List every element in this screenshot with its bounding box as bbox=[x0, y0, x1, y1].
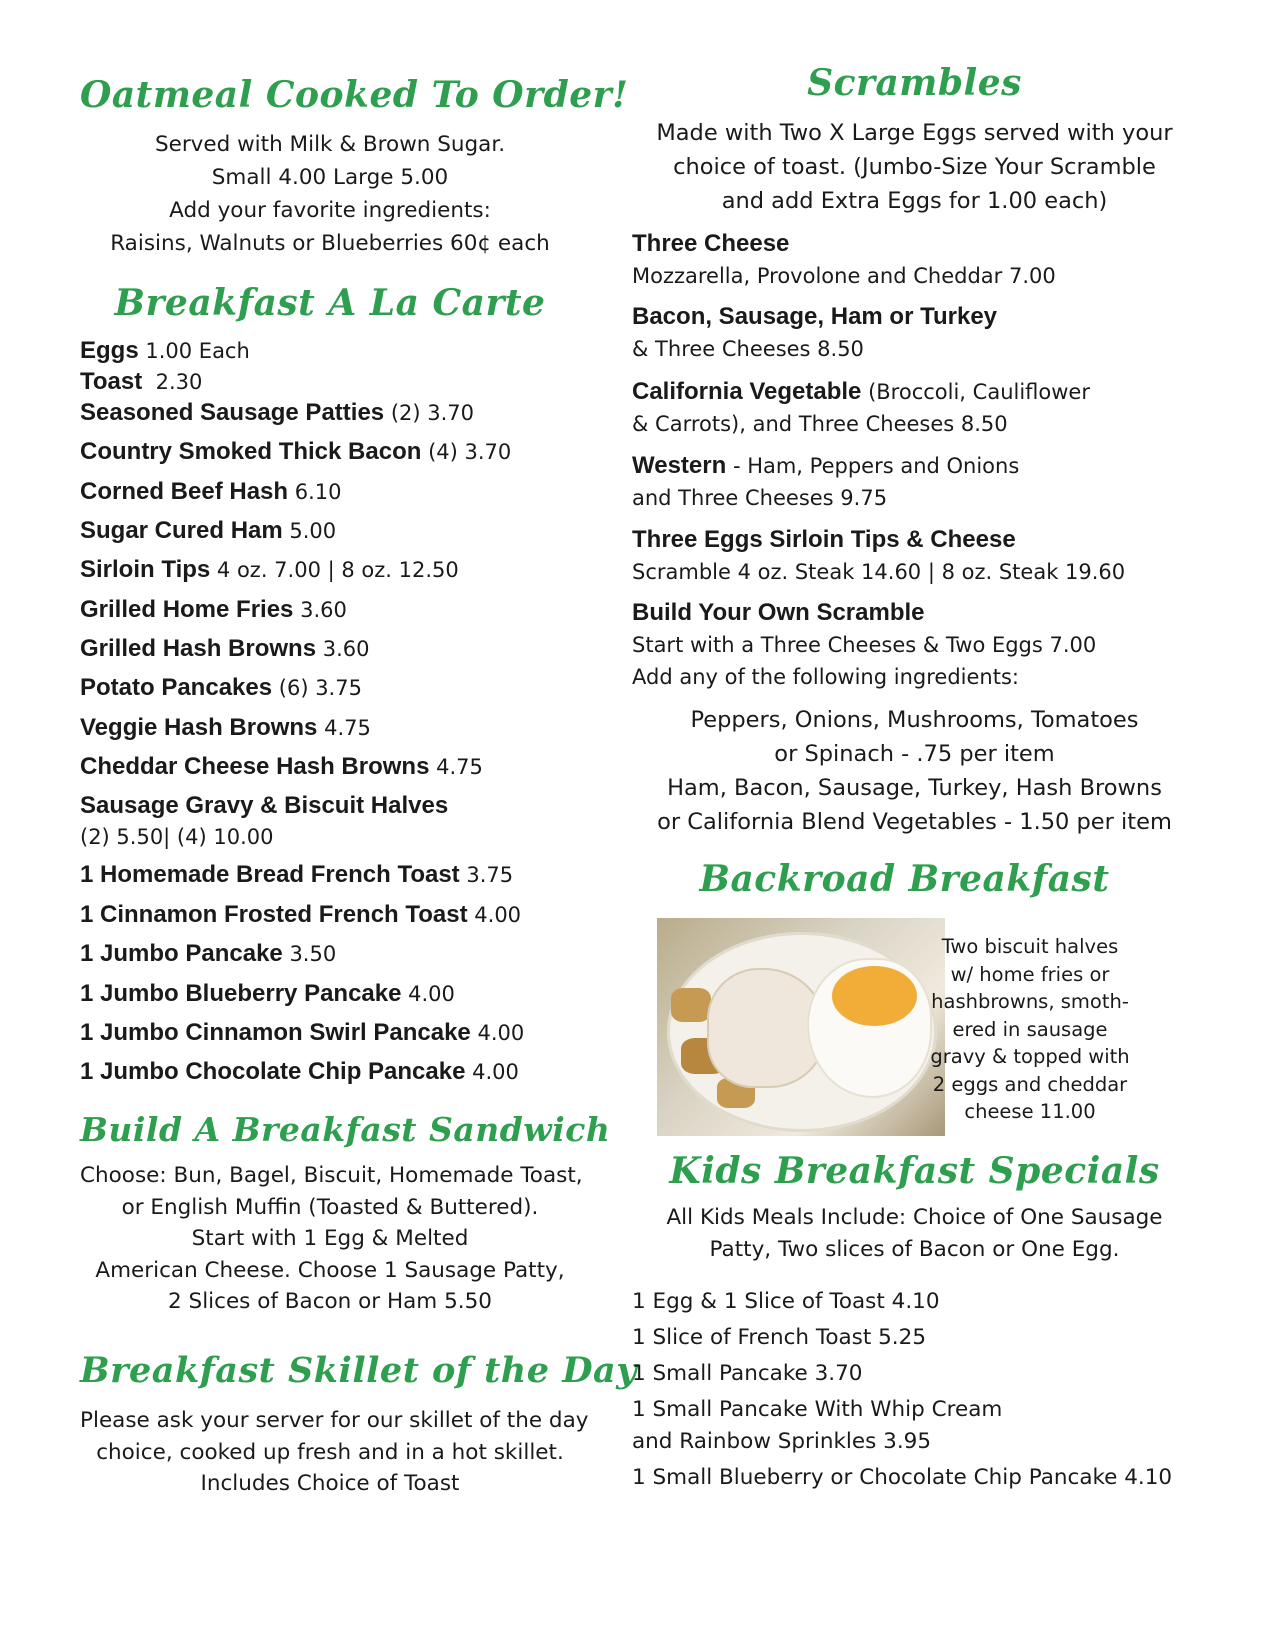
kids-item: 1 Slice of French Toast 5.25 bbox=[632, 1325, 926, 1350]
backroad-line: Two biscuit halves bbox=[941, 935, 1119, 958]
scramble-name: Bacon, Sausage, Ham or Turkey bbox=[632, 303, 998, 330]
scrambles-intro-line: and add Extra Eggs for 1.00 each) bbox=[721, 188, 1108, 214]
kids-item: 1 Small Blueberry or Chocolate Chip Pancake 4.10 bbox=[632, 1465, 1173, 1490]
scramble-name: California Vegetable bbox=[632, 378, 862, 405]
scramble-name: Three Cheese bbox=[632, 230, 790, 257]
scramble-inline: - Ham, Peppers and Onions bbox=[726, 454, 1020, 478]
scramble-name: Three Eggs Sirloin Tips & Cheese bbox=[632, 526, 1016, 553]
menu-item bbox=[80, 367, 202, 398]
sandwich-heading: Build A Breakfast Sandwich bbox=[80, 1110, 611, 1149]
scramble-item bbox=[632, 597, 1096, 693]
backroad-line: gravy & topped with bbox=[930, 1045, 1130, 1068]
backroad-line: hashbrowns, smoth- bbox=[931, 990, 1129, 1013]
item-name: Sugar Cured Ham bbox=[80, 517, 283, 544]
item-name: Country Smoked Thick Bacon bbox=[80, 438, 422, 465]
item-name: 1 Jumbo Chocolate Chip Pancake bbox=[80, 1058, 466, 1085]
skillet-line: Please ask your server for our skillet of the day bbox=[80, 1408, 589, 1433]
menu-item bbox=[80, 516, 336, 547]
kids-item: 1 Small Pancake With Whip Cream bbox=[632, 1397, 1003, 1422]
oatmeal-line: Small 4.00 Large 5.00 bbox=[211, 165, 449, 190]
menu-item bbox=[80, 713, 371, 744]
menu-item bbox=[80, 398, 474, 429]
item-price: 6.10 bbox=[288, 480, 342, 504]
home-fries bbox=[671, 988, 711, 1022]
scramble-name: Build Your Own Scramble bbox=[632, 599, 925, 626]
menu-item bbox=[80, 477, 341, 508]
item-name: 1 Jumbo Blueberry Pancake bbox=[80, 980, 402, 1007]
menu-item bbox=[80, 979, 455, 1010]
item-name: Seasoned Sausage Patties bbox=[80, 399, 385, 426]
scramble-detail: Start with a Three Cheeses & Two Eggs 7.00 bbox=[632, 633, 1097, 657]
backroad-breakfast-photo bbox=[657, 918, 945, 1136]
item-price: 4.75 bbox=[429, 755, 483, 779]
skillet-heading: Breakfast Skillet of the Day bbox=[80, 1350, 638, 1391]
backroad-line: cheese 11.00 bbox=[964, 1100, 1096, 1123]
scrambles-intro-line: choice of toast. (Jumbo-Size Your Scramble bbox=[673, 154, 1156, 180]
menu-item bbox=[80, 437, 511, 468]
item-price: 4.00 bbox=[470, 1021, 525, 1045]
item-price: 2.30 bbox=[142, 370, 203, 394]
item-price: (2) 3.70 bbox=[384, 401, 474, 425]
item-price: 4.00 bbox=[401, 982, 455, 1006]
ingredient-line: Peppers, Onions, Mushrooms, Tomatoes bbox=[690, 707, 1139, 733]
item-name: Cheddar Cheese Hash Browns bbox=[80, 753, 430, 780]
item-name: 1 Jumbo Cinnamon Swirl Pancake bbox=[80, 1019, 471, 1046]
kids-intro-line: Patty, Two slices of Bacon or One Egg. bbox=[709, 1237, 1120, 1262]
scramble-ingredients bbox=[632, 703, 1197, 839]
item-price: 4.00 bbox=[467, 903, 522, 927]
menu-item bbox=[80, 791, 448, 853]
backroad-line: w/ home fries or bbox=[950, 962, 1110, 986]
item-name: 1 Cinnamon Frosted French Toast bbox=[80, 901, 468, 928]
menu-item bbox=[80, 939, 336, 970]
menu-item bbox=[80, 634, 370, 665]
item-price: 4.00 bbox=[465, 1060, 519, 1084]
backroad-line: 2 eggs and cheddar bbox=[932, 1072, 1128, 1096]
scramble-item bbox=[632, 228, 1056, 292]
kids-item: 1 Small Pancake 3.70 bbox=[632, 1361, 863, 1386]
ingredient-line: Ham, Bacon, Sausage, Turkey, Hash Browns bbox=[667, 775, 1162, 801]
sandwich-line: 2 Slices of Bacon or Ham 5.50 bbox=[168, 1289, 492, 1314]
item-name: Corned Beef Hash bbox=[80, 478, 289, 505]
backroad-heading: Backroad Breakfast bbox=[699, 858, 1110, 900]
item-price: (4) 3.70 bbox=[421, 440, 512, 464]
scramble-name: Western bbox=[632, 452, 727, 479]
kids-intro bbox=[632, 1202, 1197, 1266]
scrambles-heading: Scrambles bbox=[807, 62, 1022, 104]
scramble-detail: & Three Cheeses 8.50 bbox=[632, 337, 864, 361]
item-name: 1 Homemade Bread French Toast bbox=[80, 861, 460, 888]
skillet-description bbox=[80, 1405, 589, 1500]
menu-item bbox=[80, 555, 459, 586]
oatmeal-description bbox=[80, 128, 580, 260]
skillet-line: choice, cooked up fresh and in a hot skillet. bbox=[96, 1439, 564, 1465]
scramble-item bbox=[632, 376, 1090, 440]
item-name: Sausage Gravy & Biscuit Halves bbox=[80, 792, 449, 819]
sandwich-line: Choose: Bun, Bagel, Biscuit, Homemade Toast, bbox=[80, 1163, 583, 1188]
item-price: (6) 3.75 bbox=[272, 676, 362, 700]
sandwich-description bbox=[80, 1160, 583, 1318]
item-price: 4.75 bbox=[317, 716, 371, 740]
oatmeal-line: Raisins, Walnuts or Blueberries 60¢ each bbox=[110, 231, 550, 256]
item-price: 1.00 Each bbox=[138, 339, 250, 363]
scramble-inline: (Broccoli, Cauliflower bbox=[861, 380, 1090, 404]
sandwich-line: American Cheese. Choose 1 Sausage Patty, bbox=[95, 1257, 565, 1283]
kids-intro-line: All Kids Meals Include: Choice of One Sausage bbox=[666, 1205, 1163, 1230]
sandwich-line: Start with 1 Egg & Melted bbox=[191, 1226, 469, 1251]
menu-item bbox=[80, 1018, 524, 1049]
item-price: 5.00 bbox=[282, 519, 337, 543]
ingredient-line: or California Blend Vegetables - 1.50 per item bbox=[657, 809, 1172, 835]
item-price: (2) 5.50| (4) 10.00 bbox=[80, 825, 274, 849]
cheddar-cheese bbox=[832, 966, 917, 1026]
oatmeal-heading: Oatmeal Cooked To Order! bbox=[80, 74, 629, 116]
menu-item bbox=[80, 860, 513, 891]
backroad-line: ered in sausage bbox=[952, 1017, 1108, 1041]
kids-item: and Rainbow Sprinkles 3.95 bbox=[632, 1429, 932, 1454]
menu-item bbox=[80, 673, 362, 704]
item-name: Veggie Hash Browns bbox=[80, 714, 318, 741]
ingredient-line: or Spinach - .75 per item bbox=[774, 741, 1055, 767]
menu-item bbox=[80, 900, 521, 931]
item-name: Potato Pancakes bbox=[80, 674, 273, 701]
item-price: 4 oz. 7.00 | 8 oz. 12.50 bbox=[210, 558, 459, 582]
scrambles-intro bbox=[632, 116, 1197, 218]
menu-item bbox=[80, 595, 347, 626]
scramble-item bbox=[632, 301, 997, 365]
item-name: Eggs bbox=[80, 337, 139, 364]
item-price: 3.60 bbox=[293, 598, 347, 622]
skillet-line: Includes Choice of Toast bbox=[200, 1471, 460, 1496]
backroad-description bbox=[925, 933, 1135, 1126]
item-name: Sirloin Tips bbox=[80, 556, 211, 583]
alacarte-heading: Breakfast A La Carte bbox=[114, 282, 546, 324]
item-name: Toast bbox=[80, 368, 143, 395]
item-name: Grilled Hash Browns bbox=[80, 635, 317, 662]
item-name: 1 Jumbo Pancake bbox=[80, 940, 283, 967]
item-price: 3.75 bbox=[459, 863, 514, 887]
scramble-detail: Scramble 4 oz. Steak 14.60 | 8 oz. Steak 19.60 bbox=[632, 560, 1126, 584]
scramble-item bbox=[632, 524, 1125, 588]
sandwich-line: or English Muffin (Toasted & Buttered). bbox=[121, 1194, 539, 1220]
oatmeal-line: Served with Milk & Brown Sugar. bbox=[154, 132, 506, 157]
scramble-detail: and Three Cheeses 9.75 bbox=[632, 486, 888, 510]
menu-item bbox=[80, 336, 250, 367]
scrambles-intro-line: Made with Two X Large Eggs served with your bbox=[656, 120, 1173, 146]
menu-item bbox=[80, 752, 483, 783]
item-price: 3.50 bbox=[282, 942, 337, 966]
scramble-add-line: Add any of the following ingredients: bbox=[632, 665, 1019, 689]
scramble-detail: & Carrots), and Three Cheeses 8.50 bbox=[632, 412, 1008, 436]
oatmeal-line: Add your favorite ingredients: bbox=[169, 198, 491, 223]
kids-heading: Kids Breakfast Specials bbox=[669, 1150, 1160, 1192]
scramble-detail: Mozzarella, Provolone and Cheddar 7.00 bbox=[632, 264, 1056, 288]
item-price: 3.60 bbox=[316, 637, 370, 661]
kids-item: 1 Egg & 1 Slice of Toast 4.10 bbox=[632, 1289, 940, 1314]
item-name: Grilled Home Fries bbox=[80, 596, 294, 623]
menu-item bbox=[80, 1057, 519, 1088]
scramble-item bbox=[632, 450, 1019, 514]
